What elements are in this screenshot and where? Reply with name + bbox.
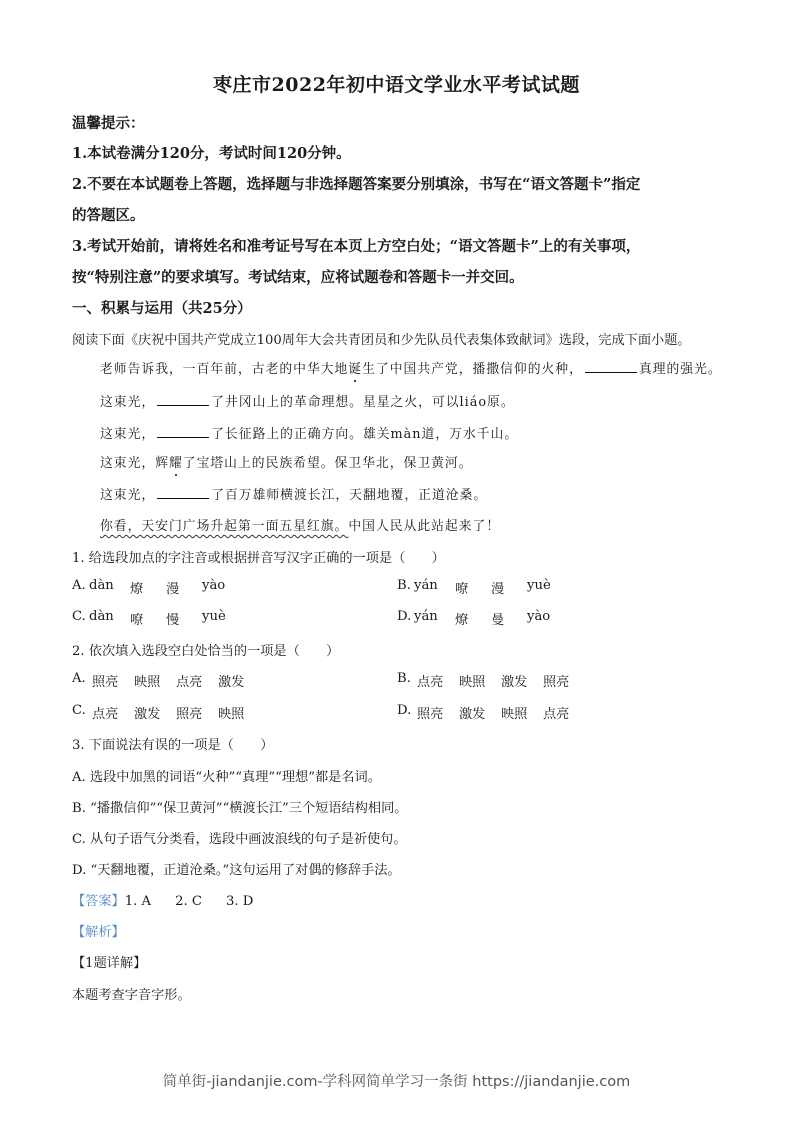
question-3-option-d: D. “天翻地覆，正道沧桑。”这句运用了对偶的修辞手法。 (72, 863, 401, 878)
fill-blank (157, 425, 209, 438)
option-part: 漫 (491, 582, 505, 597)
wavy-underlined-sentence: 你看，天安门广场升起第一面五星红旗。 (100, 519, 349, 534)
option-label: C. (72, 703, 86, 718)
section-heading: 一、积累与运用（共25分） (72, 300, 252, 317)
option-part: 激发 (218, 675, 245, 690)
option-part: 嘹 (130, 613, 144, 628)
fill-blank (157, 393, 209, 406)
option-label: D. (397, 609, 412, 624)
option-part: 燎 (130, 582, 144, 597)
notice-item-1: 1.本试卷满分120分，考试时间120分钟。 (72, 145, 351, 162)
passage-line-3 (100, 423, 518, 442)
passage-text: 这束光， (100, 395, 156, 410)
notice-item-3: 3.考试开始前，请将姓名和准考证号写在本页上方空白处；“语文答题卡”上的有关事项， (72, 238, 641, 255)
option-part: 映照 (459, 675, 486, 690)
fill-blank (157, 486, 209, 499)
passage-line-2 (100, 391, 515, 410)
section-intro: 阅读下面《庆祝中国共产党成立100周年大会共青团员和少先队员代表集体致献词》选段，完成下面小题。 (72, 333, 691, 348)
option-part: yào (527, 609, 551, 624)
option-part: 映照 (501, 707, 528, 722)
option-part: 点亮 (417, 675, 444, 690)
option-part: 点亮 (543, 707, 570, 722)
option-part: 激发 (459, 707, 486, 722)
answer-label: 【答案】 (72, 894, 125, 909)
analysis-text: 本题考查字音字形。 (72, 988, 191, 1003)
analysis-subheading: 【1题详解】 (72, 956, 147, 971)
passage-text: 了百万雄师横渡长江，天翻地覆，正道沧桑。 (211, 488, 488, 503)
option-part: yán (414, 578, 438, 593)
passage-text: 了长征路上的正确方向。雄关màn道，万水千山。 (211, 427, 519, 442)
option-part: yào (202, 578, 226, 593)
page-title: 枣庄市2022年初中语文学业水平考试试题 (213, 74, 580, 96)
option-part: 照亮 (176, 707, 203, 722)
notice-item-2-cont: 的答题区。 (72, 207, 145, 224)
question-1-stem: 1. 给选段加点的字注音或根据拼音写汉字正确的一项是（ ） (72, 551, 445, 566)
notice-item-2: 2.不要在本试题卷上答题，选择题与非选择题答案要分别填涂，书写在“语文答题卡”指定 (72, 176, 641, 193)
passage-line-1 (100, 358, 722, 377)
question-3-option-b: B. “播撒信仰”“保卫黄河”“横渡长江”三个短语结构相同。 (72, 801, 408, 816)
option-part: 照亮 (92, 675, 119, 690)
option-label: C. (72, 609, 86, 624)
passage-line-5 (100, 484, 487, 503)
option-part: 点亮 (176, 675, 203, 690)
option-label: D. (397, 703, 412, 718)
option-label: A. (72, 671, 86, 686)
passage-text: 中国人民从此站起来了！ (348, 519, 501, 534)
passage-text: 生了中国共产党，播撒信仰的火种， (362, 362, 583, 377)
question-3-option-c: C. 从句子语气分类看，选段中画波浪线的句子是祈使句。 (72, 832, 407, 847)
notice-heading: 温馨提示： (72, 115, 145, 132)
option-part: 激发 (134, 707, 161, 722)
passage-text: 这束光， (100, 427, 156, 442)
fill-blank (585, 360, 637, 373)
question-3-option-a: A. 选段中加黑的词语“火种”“真理”“理想”都是名词。 (72, 770, 381, 785)
passage-text: 真理的强光。 (638, 362, 722, 377)
passage-line-4 (100, 452, 473, 471)
option-part: 嘹 (455, 582, 469, 597)
option-label: A. (72, 578, 86, 593)
answer-value: 1. A (124, 894, 152, 909)
option-part: 激发 (501, 675, 528, 690)
option-part: 燎 (455, 613, 469, 628)
passage-line-6 (100, 515, 500, 534)
answer-value: 3. D (225, 894, 254, 909)
option-part: dàn (89, 609, 114, 624)
option-part: 照亮 (543, 675, 570, 690)
question-2-stem: 2. 依次填入选段空白处恰当的一项是（ ） (72, 644, 340, 659)
option-part: 映照 (134, 675, 161, 690)
answer-value: 2. C (175, 894, 202, 909)
option-part: 慢 (166, 613, 180, 628)
question-3-stem: 3. 下面说法有误的一项是（ ） (72, 738, 274, 753)
option-part: yán (414, 609, 438, 624)
option-part: 漫 (166, 582, 180, 597)
footer-watermark: 简单街-jiandanjie.com-学科网简单学习一条街 https://jiandanjie.com (162, 1074, 631, 1090)
option-label: B. (397, 671, 411, 686)
passage-text: 了井冈山上的革命理想。星星之火，可以liáo原。 (211, 395, 515, 410)
option-part: 映照 (218, 707, 245, 722)
passage-text: 了宝塔山上的民族希望。保卫华北，保卫黄河。 (182, 456, 473, 471)
option-label: B. (397, 578, 411, 593)
passage-text: 这束光，辉 (100, 456, 169, 471)
answer-line (72, 890, 253, 909)
passage-text: 老师告诉我，一百年前，古老的中华大地 (100, 362, 349, 377)
notice-item-3-cont: 按“特别注意”的要求填写。考试结束，应将试题卷和答题卡一并交回。 (72, 269, 524, 286)
option-part: 曼 (491, 613, 505, 628)
emphasis-dot-char: 诞 (348, 362, 363, 377)
passage-text: 这束光， (100, 488, 156, 503)
option-part: 点亮 (92, 707, 119, 722)
analysis-label: 【解析】 (72, 925, 125, 940)
option-part: dàn (89, 578, 114, 593)
emphasis-dot-char: 耀 (168, 456, 183, 471)
option-part: yuè (202, 609, 226, 624)
option-part: 照亮 (417, 707, 444, 722)
option-part: yuè (527, 578, 551, 593)
